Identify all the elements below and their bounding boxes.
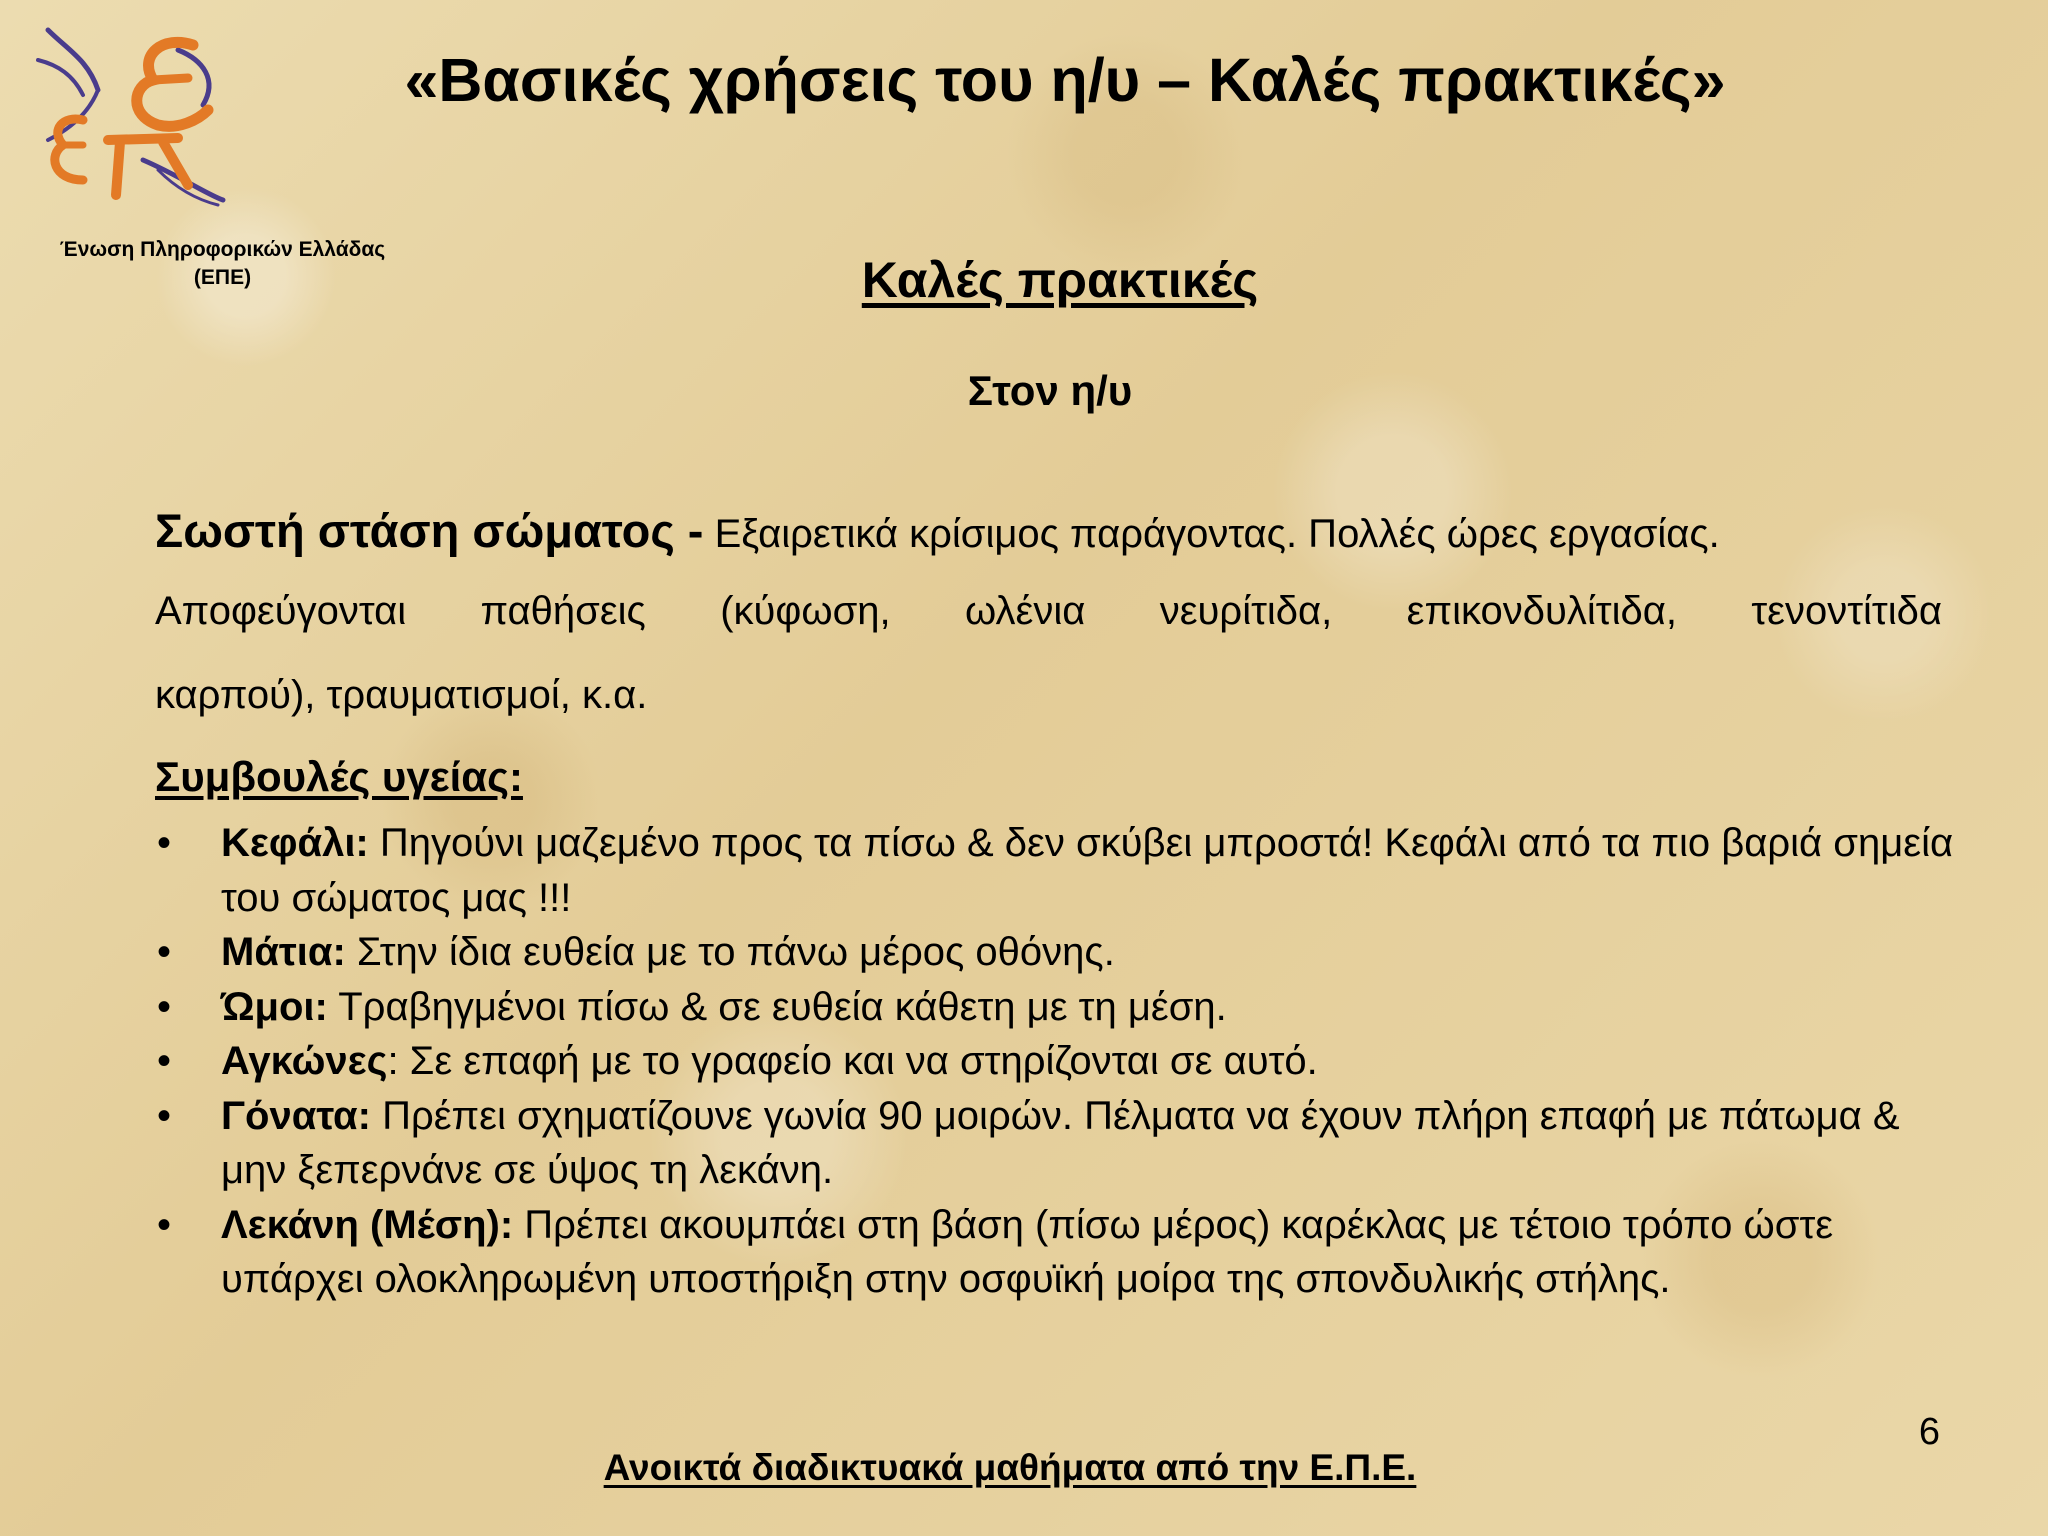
intro-lead-text: Εξαιρετικά κρίσιμος παράγοντας. Πολλές ώρες εργασίας. — [703, 512, 1720, 556]
intro-paragraph — [155, 496, 1942, 737]
bullet-icon: • — [157, 1039, 172, 1083]
tip-label: Αγκώνες — [221, 1039, 388, 1083]
intro-text-line1: Αποφεύγονται παθήσεις (κύφωση, ωλένια νευρίτιδα, επικονδυλίτιδα, τενοντίτιδα — [155, 589, 1942, 633]
org-name-line2: (ΕΠΕ) — [193, 265, 252, 289]
epe-logo — [28, 20, 248, 210]
footer-text: Ανοικτά διαδικτυακά μαθήματα από την Ε.Π.Ε. — [603, 1447, 1417, 1488]
tip-text: Πρέπει σχηματίζουνε γωνία 90 μοιρών. Πέλματα να έχουν πλήρη επαφή με πάτωμα & μην ξεπερνάνε σε ύψος τη λεκάνη. — [221, 1093, 1900, 1192]
tips-list — [155, 816, 1955, 1307]
tip-text: Πρέπει ακουμπάει στη βάση (πίσω μέρος) καρέκλας με τέτοιο τρόπο ώστε υπάρχει ολοκληρωμένη υποστήριξη στην οσφυϊκή μοίρα της σπονδυλικής στήλης. — [221, 1202, 1834, 1301]
epe-logo-icon — [28, 20, 248, 210]
slide-title: «Βασικές χρήσεις του η/υ – Καλές πρακτικές» — [404, 46, 1726, 114]
list-item — [155, 1198, 1955, 1307]
tip-label: Λεκάνη (Μέση): — [221, 1202, 514, 1247]
list-item — [155, 925, 1955, 980]
page-number: 6 — [1918, 1411, 1940, 1453]
tip-label: Μάτια: — [221, 930, 346, 974]
tip-text: : Σε επαφή με το γραφείο και να στηρίζονται σε αυτό. — [387, 1039, 1318, 1083]
tip-text: Πηγούνι μαζεμένο προς τα πίσω & δεν σκύβει μπροστά! Κεφάλι από τα πιο βαριά σημεία του σώματος μας !!! — [221, 821, 1954, 920]
bullet-icon: • — [157, 930, 172, 974]
list-item — [155, 980, 1955, 1035]
section-title: Καλές πρακτικές — [861, 252, 1259, 308]
list-item — [155, 1034, 1955, 1089]
tip-text: Τραβηγμένοι πίσω & σε ευθεία κάθετη με τη μέση. — [327, 984, 1227, 1029]
intro-lead-bold: Σωστή στάση σώματος - — [155, 504, 704, 557]
tips-heading: Συμβουλές υγείας: — [155, 753, 523, 800]
intro-text-line2: καρπού), τραυματισμοί, κ.α. — [155, 673, 648, 717]
list-item — [155, 816, 1955, 925]
org-name — [20, 236, 425, 291]
bullet-icon: • — [157, 984, 172, 1029]
tip-label: Γόνατα: — [221, 1093, 371, 1138]
intro-lead — [155, 496, 1942, 569]
section-subtitle: Στον η/υ — [967, 367, 1133, 414]
tip-label: Κεφάλι: — [221, 821, 369, 865]
list-item — [155, 1089, 1955, 1198]
tip-label: Ώμοι: — [221, 984, 328, 1029]
bullet-icon: • — [157, 1202, 172, 1247]
org-name-line1: Ένωση Πληροφορικών Ελλάδας — [59, 238, 386, 261]
bullet-icon: • — [157, 821, 172, 865]
tip-text: Στην ίδια ευθεία με το πάνω μέρος οθόνης. — [345, 930, 1115, 974]
bullet-icon: • — [157, 1093, 172, 1138]
